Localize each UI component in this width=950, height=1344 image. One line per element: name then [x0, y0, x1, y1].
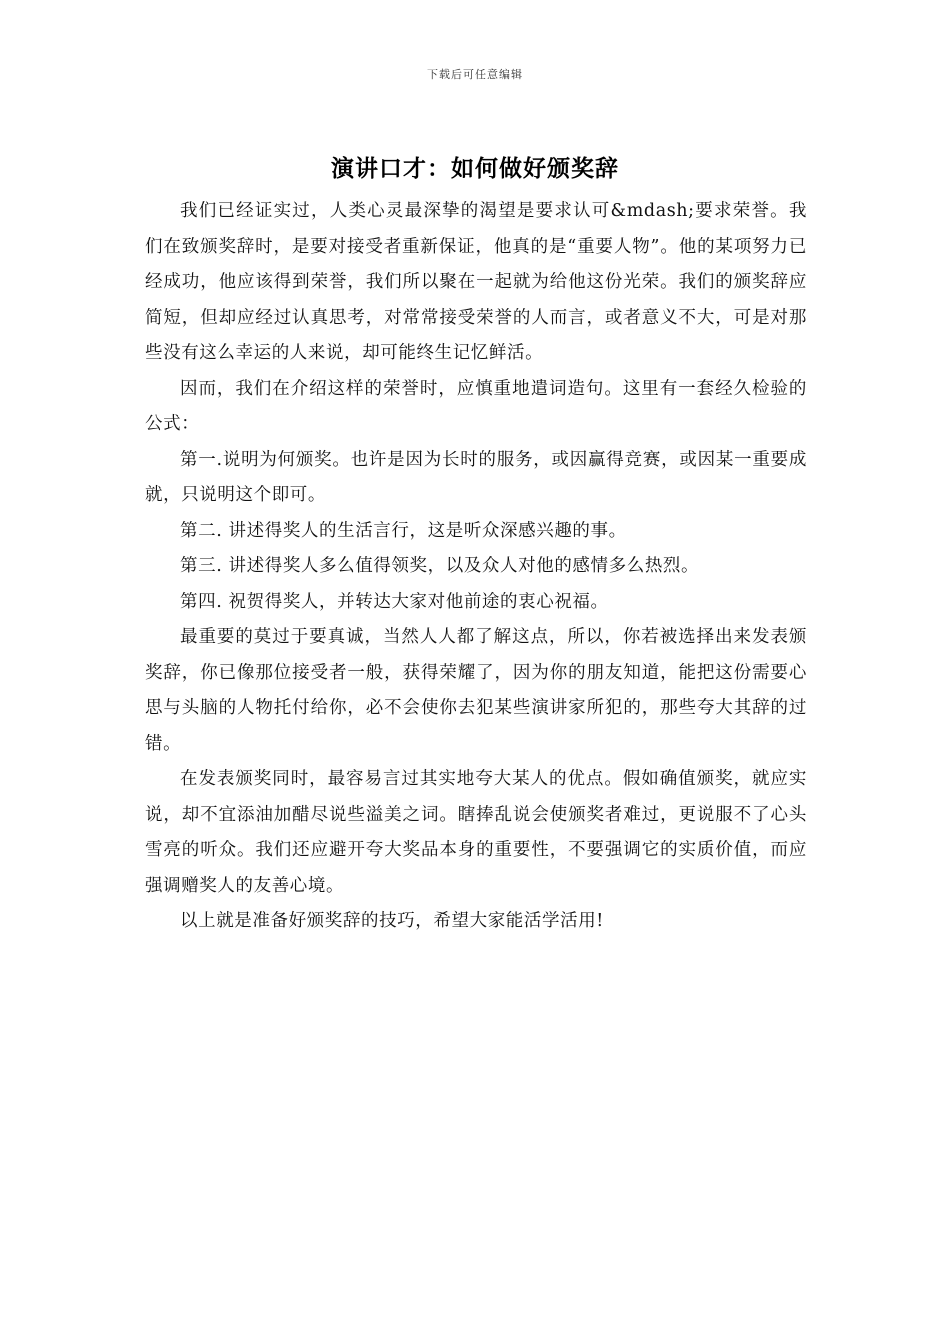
paragraph-step-3: 第三. 讲述得奖人多么值得领奖，以及众人对他的感情多么热烈。 [180, 556, 700, 576]
paragraph-step-1: 第一.说明为何颁奖。也许是因为长时的服务，或因赢得竞赛，或因某一重要成就，只说明这个即可。 [145, 449, 807, 505]
paragraph-formula-intro: 因而，我们在介绍这样的荣誉时，应慎重地遣词造句。这里有一套经久检验的公式： [145, 378, 807, 434]
paragraph-avoid-exaggeration: 在发表颁奖同时，最容易言过其实地夸大某人的优点。假如确值颁奖，就应实说，却不宜添油加醋尽说些溢美之词。瞎捧乱说会使颁奖者难过，更说服不了心头雪亮的听众。我们还应避开夸大奖品本身的重要性，不要强调它的实质价值，而应强调赠奖人的友善心境。 [145, 769, 807, 896]
paragraph-intro: 我们已经证实过，人类心灵最深挚的渴望是要求认可&mdash;要求荣誉。我们在致颁奖辞时，是要对接受者重新保证，他真的是“重要人物”。他的某项努力已经成功，他应该得到荣誉，我们所以聚在一起就为给他这份光荣。我们的颁奖辞应简短，但却应经过认真思考，对常常接受荣誉的人而言，或者意义不大，可是对那些没有这么幸运的人来说，却可能终生记忆鲜活。 [145, 201, 807, 363]
paragraph-conclusion: 以上就是准备好颁奖辞的技巧，希望大家能活学活用! [180, 911, 604, 931]
paragraph-step-4: 第四. 祝贺得奖人，并转达大家对他前途的衷心祝福。 [180, 591, 609, 612]
document-body [145, 194, 807, 940]
document-title: 演讲口才：如何做好颁奖辞 [331, 156, 619, 182]
paragraph-sincerity: 最重要的莫过于要真诚，当然人人都了解这点，所以，你若被选择出来发表颁奖辞，你已像那位接受者一般，获得荣耀了，因为你的朋友知道，能把这份需要心思与头脑的人物托付给你，必不会使你去犯某些演讲家所犯的，那些夸大其辞的过错。 [145, 627, 807, 754]
header-note: 下载后可任意编辑 [427, 68, 523, 81]
paragraph-step-2: 第二. 讲述得奖人的生活言行，这是听众深感兴趣的事。 [180, 520, 627, 541]
